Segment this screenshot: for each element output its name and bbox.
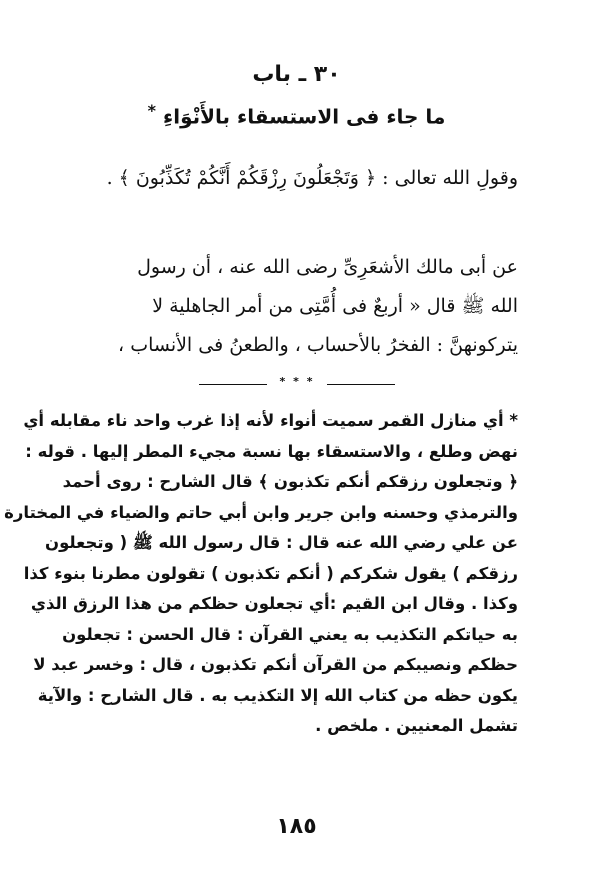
footnote-line: وكذا . وقال ابن القيم :أي تجعلون حظكم من هذا الرزق الذي [30, 594, 518, 613]
footnote-line: تشمل المعنيين . ملخص . [315, 716, 518, 735]
separator-rule-right [327, 384, 395, 385]
hadith-line: يتركونهنَّ : الفخرُ بالأحساب ، والطعنُ فى الأنساب ، [118, 334, 518, 356]
footnote-marker: * [147, 101, 157, 120]
page-number: ١٨٥ [276, 814, 317, 839]
footnote-line: والترمذي وحسنه وابن جرير وابن أبي حاتم والضياء في المختارة [4, 502, 518, 522]
footnote-line: به حياتكم التكذيب به يعني القرآن : قال الحسن : تجعلون [62, 624, 518, 644]
footnote [4, 406, 518, 742]
footnote-line: عن علي رضي الله عنه قال : قال رسول الله ﷺ ( وتجعلون [45, 533, 518, 552]
footnote-line: يكون حظه من كتاب الله إلا التكذيب به . قال الشارح : والآية [37, 685, 518, 705]
footnote-line: حظكم ونصيبكم من القرآن أنكم تكذبون ، قال : وخسر عبد لا [33, 655, 518, 674]
footnote-line: * أي منازل القمر سميت أنواء لأنه إذا غرب واحد ناء مقابله أي [23, 411, 518, 430]
footnote-line: نهض وطلع ، والاستسقاء بها نسبة مجيء المطر إليها . قوله : [25, 441, 518, 461]
hadith-line: الله ﷺ قال « أربعٌ فى أُمَّتِى من أمر الجاهلية لا [152, 295, 518, 317]
chapter-number: ٣٠ ـ باب [252, 62, 341, 87]
hadith-text [74, 248, 518, 365]
chapter-title [0, 96, 593, 132]
footnote-line: رزقكم ) يقول شكركم ( أنكم تكذبون ) تقولون مطرنا بنوء كذا [23, 563, 518, 583]
section-separator [199, 375, 395, 390]
quran-verse: وقولِ الله تعالى : ﴿ وَتَجْعَلُونَ رِزْقَكُمْ أَنَّكُمْ تُكَذِّبُونَ ﴾ . [106, 167, 518, 189]
hadith-line: عن أبى مالك الأشعَرِىِّ رضى الله عنه ، أن رسول [137, 256, 518, 278]
separator-rule-left [199, 384, 267, 385]
footnote-line: ﴿ وتجعلون رزقكم أنكم تكذبون ﴾ قال الشارح : روى أحمد [62, 472, 518, 491]
chapter-title-text: ما جاء فى الاستسقاء بالأَنْوَاءِ [163, 104, 446, 129]
separator-stars: * * * [279, 375, 315, 388]
